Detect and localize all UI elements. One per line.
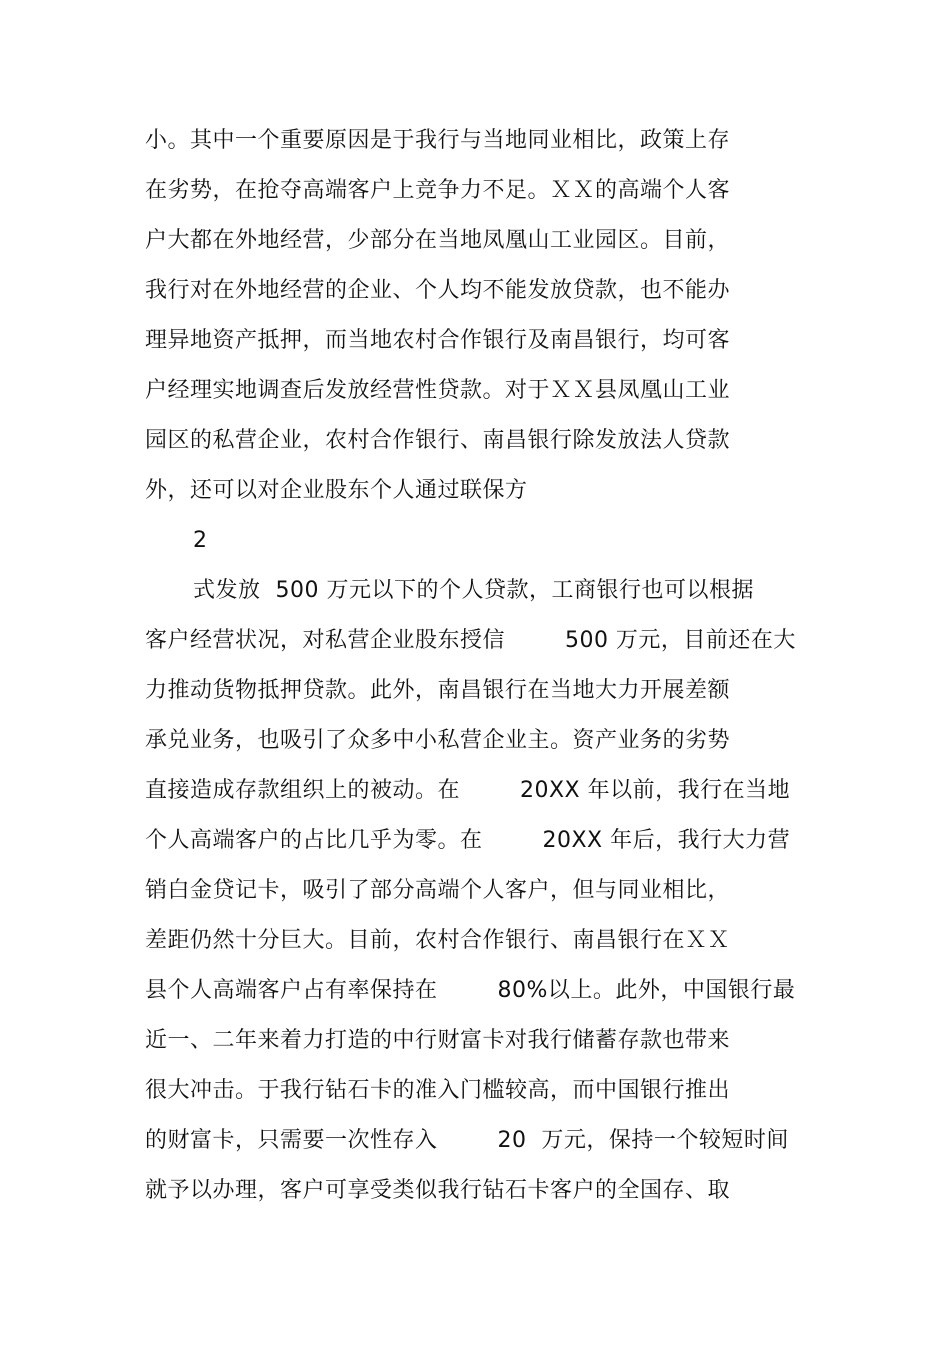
text-line: 县个人高端客户占有率保持在 80%以上。此外，中国银行最: [145, 978, 796, 1003]
text-line: 户大都在外地经营，少部分在当地凤凰山工业园区。目前，: [145, 228, 731, 253]
text-line: 力推动货物抵押贷款。此外，南昌银行在当地大力开展差额: [145, 678, 731, 703]
text-line: 户经理实地调查后发放经营性贷款。对于ＸＸ县凤凰山工业: [145, 378, 731, 403]
text-line: 就予以办理，客户可享受类似我行钻石卡客户的全国存、取: [145, 1178, 731, 1203]
text-line: 差距仍然十分巨大。目前，农村合作银行、南昌银行在ＸＸ: [145, 928, 731, 953]
text-line: 直接造成存款组织上的被动。在 20XX 年以前，我行在当地: [145, 778, 791, 803]
text-line: 的财富卡，只需要一次性存入 20 万元，保持一个较短时间: [145, 1128, 789, 1153]
text-line: 外，还可以对企业股东个人通过联保方: [145, 478, 528, 503]
text-line: 承兑业务，也吸引了众多中小私营企业主。资产业务的劣势: [145, 728, 731, 753]
text-line: 很大冲击。于我行钻石卡的准入门槛较高，而中国银行推出: [145, 1078, 731, 1103]
text-line: 理异地资产抵押，而当地农村合作银行及南昌银行，均可客: [145, 328, 731, 353]
text-line: 我行对在外地经营的企业、个人均不能发放贷款，也不能办: [145, 278, 731, 303]
text-line: 小。其中一个重要原因是于我行与当地同业相比，政策上存: [145, 128, 731, 153]
text-line: 客户经营状况，对私营企业股东授信 500 万元，目前还在大: [145, 628, 796, 653]
text-line: 在劣势，在抢夺高端客户上竞争力不足。ＸＸ的高端个人客: [145, 178, 731, 203]
text-line: 个人高端客户的占比几乎为零。在 20XX 年后，我行大力营: [145, 828, 791, 853]
page-number: 2: [193, 528, 208, 553]
text-line: 式发放 500 万元以下的个人贷款，工商银行也可以根据: [193, 578, 754, 603]
text-line: 园区的私营企业，农村合作银行、南昌银行除发放法人贷款: [145, 428, 731, 453]
text-line: 近一、二年来着力打造的中行财富卡对我行储蓄存款也带来: [145, 1028, 731, 1053]
text-line: 销白金贷记卡，吸引了部分高端个人客户，但与同业相比，: [145, 878, 731, 903]
